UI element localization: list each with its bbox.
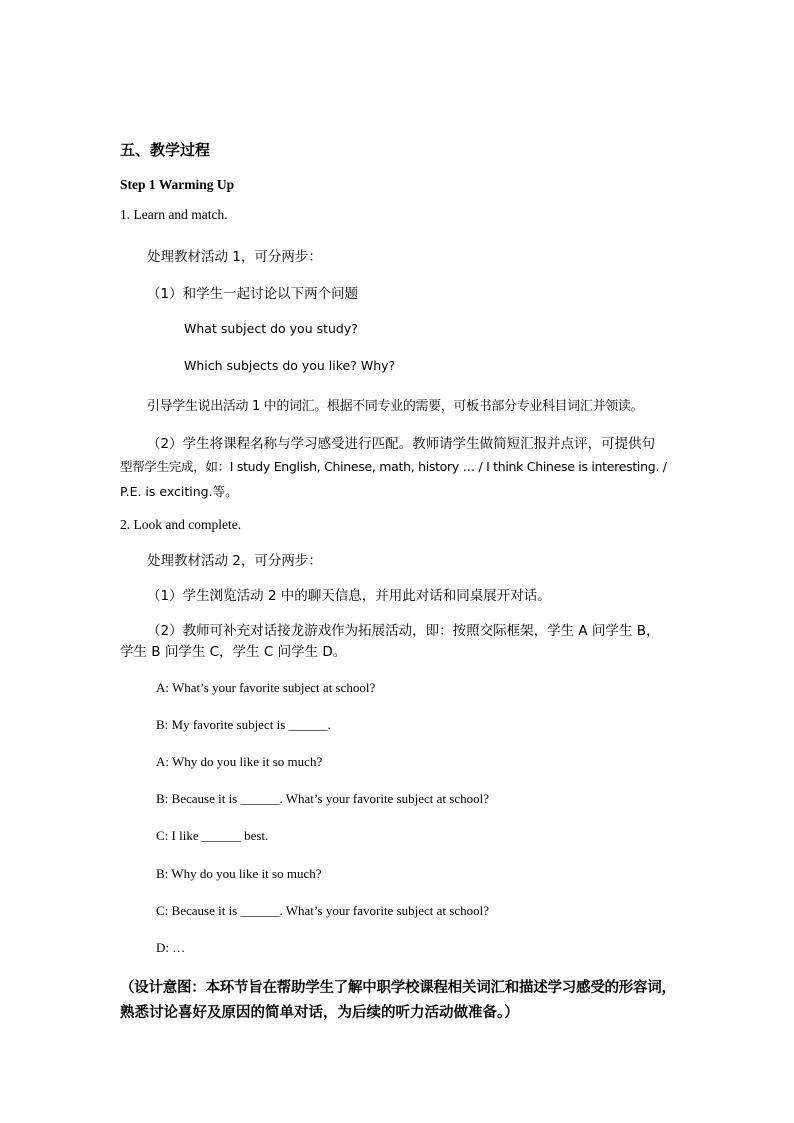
part2-heading: 2. Look and complete. bbox=[120, 517, 242, 532]
dialogue-line: B: Why do you like it so much? bbox=[156, 866, 322, 881]
dialogue-line: B: Because it is ______. What’s your favorite subject at school? bbox=[156, 791, 489, 806]
part2-sub2-line2: 学生 B 问学生 C，学生 C 问学生 D。 bbox=[120, 644, 347, 660]
dialogue-line: B: My favorite subject is ______. bbox=[156, 717, 331, 732]
part1-sub2-line2: 型帮学生完成，如：I study English, Chinese, math, history … / I think Chinese is interesting. / bbox=[120, 459, 667, 474]
dialogue-line: C: Because it is ______. What’s your favorite subject at school? bbox=[156, 903, 489, 918]
question-2: Which subjects do you like? Why? bbox=[184, 358, 396, 373]
step-title: Step 1 Warming Up bbox=[120, 177, 235, 192]
dialogue-line: A: What’s your favorite subject at school? bbox=[156, 680, 376, 695]
section-title: 五、教学过程 bbox=[120, 141, 211, 159]
design-note-line2: 熟悉讨论喜好及原因的简单对话，为后续的听力活动做准备。） bbox=[120, 1005, 519, 1021]
design-note-line1: （设计意图：本环节旨在帮助学生了解中职学校课程相关词汇和描述学习感受的形容词， bbox=[120, 980, 676, 996]
part1-intro: 处理教材活动 1，可分两步： bbox=[147, 249, 322, 265]
dialogue-line: C: I like ______ best. bbox=[156, 828, 269, 843]
part1-heading: 1. Learn and match. bbox=[120, 207, 228, 222]
part1-guide: 引导学生说出活动 1 中的词汇。根据不同专业的需要，可板书部分专业科目词汇并领读。 bbox=[147, 399, 644, 414]
part2-sub2-line1: （2）教师可补充对话接龙游戏作为拓展活动，即：按照交际框架，学生 A 问学生 B， bbox=[147, 623, 660, 639]
part2-sub1: （1）学生浏览活动 2 中的聊天信息，并用此对话和同桌展开对话。 bbox=[147, 588, 551, 604]
part1-sub1: （1）和学生一起讨论以下两个问题 bbox=[147, 286, 359, 302]
dialogue-line: D: … bbox=[156, 940, 186, 955]
question-1: What subject do you study? bbox=[184, 321, 358, 336]
part1-sub2-line1: （2）学生将课程名称与学习感受进行匹配。教师请学生做简短汇报并点评，可提供句 bbox=[147, 436, 656, 452]
part2-intro: 处理教材活动 2，可分两步： bbox=[147, 553, 322, 569]
dialogue-line: A: Why do you like it so much? bbox=[156, 754, 323, 769]
part1-sub2-line3: P.E. is exciting.等。 bbox=[120, 484, 238, 499]
